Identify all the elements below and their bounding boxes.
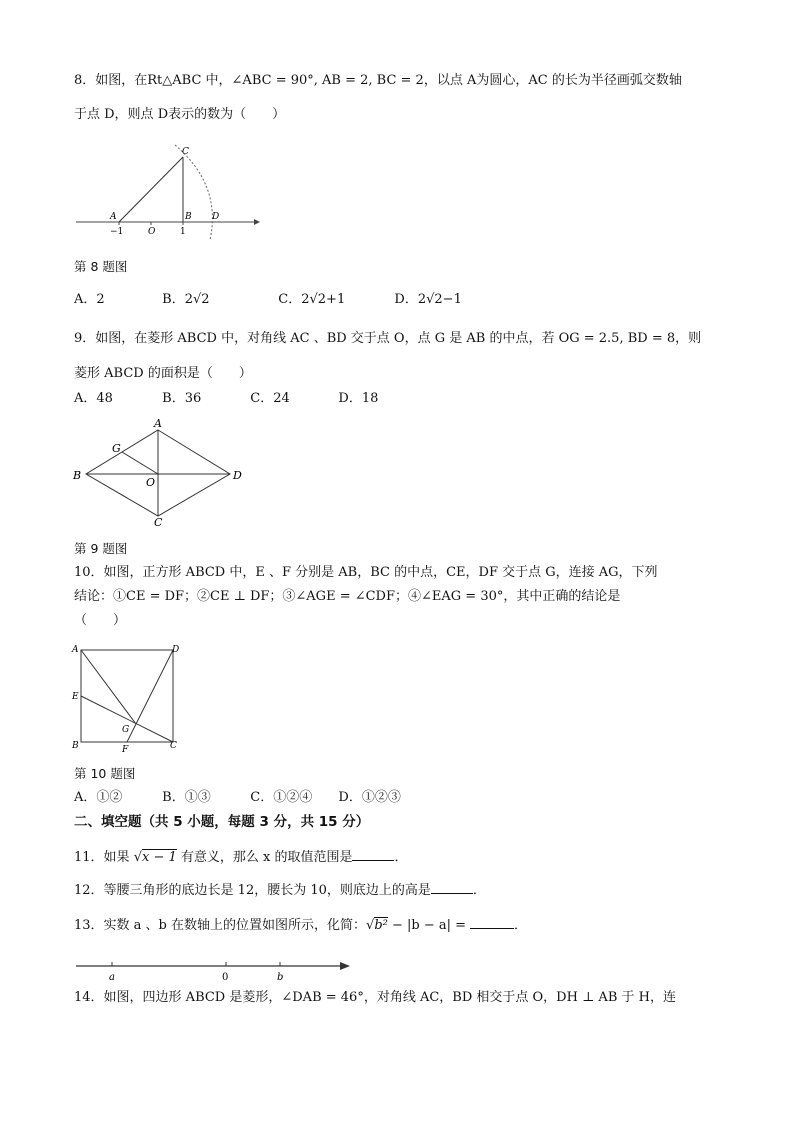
q13-line <box>74 916 527 935</box>
q11-post: 有意义，那么 x 的取值范围是 <box>176 850 353 865</box>
q13-mid: − |b − a| = <box>387 918 467 933</box>
q13-label-zero: 0 <box>222 972 229 983</box>
q8-label-minus1: −1 <box>110 227 124 237</box>
q12-text: 12．等腰三角形的底边长是 12，腰长为 10，则底边上的高是 <box>74 883 431 898</box>
q8-figure <box>70 140 270 240</box>
q9-line2: 菱形 ABCD 的面积是（ ） <box>74 366 252 381</box>
q11-end: ． <box>394 850 408 865</box>
q8-label-one: 1 <box>180 227 186 237</box>
q8-option-a[interactable]: A．2 <box>74 292 105 307</box>
q9-label-d: D <box>233 469 242 482</box>
q13-answer-blank[interactable] <box>470 916 514 929</box>
q10-label-a: A <box>72 645 79 655</box>
section2-heading: 二、填空题（共 5 小题，每题 3 分，共 15 分） <box>74 814 370 830</box>
q10-option-b[interactable]: B．①③ <box>162 790 211 805</box>
q13-label-a: a <box>109 972 115 983</box>
q9-label-c: C <box>154 516 163 529</box>
q8-line1: 8．如图，在Rt△ABC 中，∠ABC = 90°, AB = 2, BC = 2，以点 A为圆心，AC 的长为半径画弧交数轴 <box>74 73 682 88</box>
q10-line2: 结论：①CE = DF；②CE ⊥ DF；③∠AGE = ∠CDF；④∠EAG = 30°，其中正确的结论是 <box>74 589 621 604</box>
q10-label-f: F <box>122 745 129 755</box>
q11-radicand: x − 1 <box>141 850 177 865</box>
q9-option-d[interactable]: D．18 <box>338 391 379 406</box>
q11-line <box>74 848 408 867</box>
q9-options <box>74 390 378 408</box>
q12-answer-blank[interactable] <box>431 881 473 894</box>
q10-option-a[interactable]: A．①② <box>74 790 123 805</box>
q10-line3: （ ） <box>74 613 127 628</box>
q8-label-o: O <box>148 227 156 237</box>
q8-option-c[interactable]: C．2√2+1 <box>278 292 346 307</box>
q10-label-g: G <box>122 725 130 735</box>
q8-label-a: A <box>110 212 117 222</box>
q9-line1: 9．如图，在菱形 ABCD 中，对角线 AC 、BD 交于点 O，点 G 是 AB 的中点，若 OG = 2.5, BD = 8，则 <box>74 331 702 346</box>
q9-label-a: A <box>154 417 162 430</box>
q8-label-d: D <box>212 212 220 222</box>
q14-line1: 14．如图，四边形 ABCD 是菱形，∠DAB = 46°，对角线 AC，BD 相交于点 O，DH ⊥ AB 于 H，连 <box>74 990 676 1005</box>
q9-option-a[interactable]: A．48 <box>74 391 113 406</box>
q9-caption: 第 9 题图 <box>74 541 128 556</box>
q8-line2: 于点 D，则点 D表示的数为（ ） <box>74 107 286 122</box>
q8-label-b: B <box>185 212 192 222</box>
q9-option-c[interactable]: C．24 <box>250 391 290 406</box>
q9-figure <box>70 416 250 531</box>
q13-radicand: b² <box>374 918 388 933</box>
q9-label-g: G <box>112 442 121 455</box>
q10-caption: 第 10 题图 <box>74 766 136 781</box>
q10-options <box>74 789 401 807</box>
q9-option-b[interactable]: B．36 <box>162 391 202 406</box>
q12-end: ． <box>472 883 486 898</box>
q10-label-c: C <box>170 741 177 751</box>
q10-option-d[interactable]: D．①②③ <box>338 790 401 805</box>
q10-line1: 10．如图，正方形 ABCD 中，E 、F 分别是 AB，BC 的中点，CE，DF 交于点 G，连接 AG，下列 <box>74 565 658 580</box>
q8-option-b[interactable]: B．2√2 <box>162 292 210 307</box>
q8-option-d[interactable]: D．2√2−1 <box>394 292 462 307</box>
q13-pre: 13．实数 a 、b 在数轴上的位置如图所示，化简： <box>74 918 367 933</box>
q11-answer-blank[interactable] <box>352 848 394 861</box>
q13-sqrt-sign: √ <box>366 918 375 933</box>
q10-figure <box>68 640 186 756</box>
q8-options <box>74 291 462 309</box>
q10-label-b: B <box>72 741 79 751</box>
q11-sqrt-sign: √ <box>133 850 142 865</box>
q12-line <box>74 881 486 900</box>
q13-label-b: b <box>277 972 284 983</box>
q9-label-o: O <box>146 476 156 489</box>
q10-label-d: D <box>172 645 180 655</box>
q10-label-e: E <box>72 692 79 702</box>
q13-end: ． <box>514 918 528 933</box>
q11-pre: 11．如果 <box>74 850 134 865</box>
q10-option-c[interactable]: C．①②④ <box>250 790 313 805</box>
q8-caption: 第 8 题图 <box>74 259 128 274</box>
q8-label-c: C <box>182 147 189 157</box>
q9-label-b: B <box>73 469 82 482</box>
q13-number-line <box>70 954 360 988</box>
